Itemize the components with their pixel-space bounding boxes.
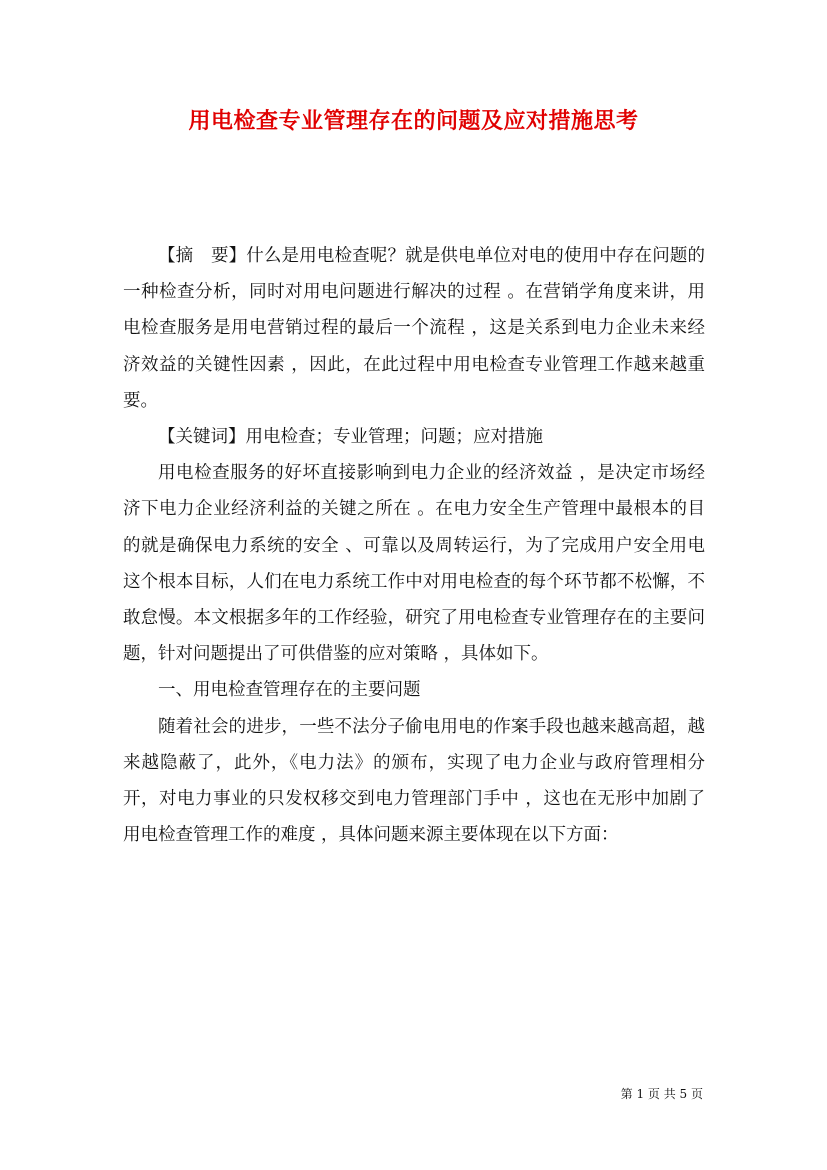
abstract-paragraph: 【摘 要】什么是用电检查呢？就是供电单位对电的使用中存在问题的一种检查分析，同时对用电问题进行解决的过程 。在营销学角度来讲，用电检查服务是用电营销过程的最后一个流程 ，这是关系到电力企业未来经济效益的关键性因素 ，因此，在此过程中用电检查专业管理工作越来越重要。	[123, 246, 705, 411]
section-heading: 一、用电检查管理存在的主要问题	[158, 680, 421, 701]
intro-paragraph: 用电检查服务的好坏直接影响到电力企业的经济效益 ，是决定市场经济下电力企业经济利益的关键之所在 。在电力安全生产管理中最根本的目的就是确保电力系统的安全 、可靠以及周转运行，为了完成用户安全用电这个根本目标，人们在电力系统工作中对用电检查的每个环节都不松懈，不敢怠慢。本文根据多年的工作经验，研究了用电检查专业管理存在的主要问题，针对问题提出了可供借鉴的应对策略 ，具体如下。	[123, 463, 705, 665]
keywords-paragraph: 【关键词】用电检查；专业管理；问题；应对措施	[158, 427, 543, 448]
document-title: 用电检查专业管理存在的问题及应对措施思考	[188, 108, 639, 134]
page-number-footer: 第 1 页 共 5 页	[620, 1087, 703, 1101]
section-paragraph: 随着社会的进步，一些不法分子偷电用电的作案手段也越来越高超，越来越隐蔽了，此外，《电力法》的颁布，实现了电力企业与政府管理相分开，对电力事业的只发权移交到电力管理部门手中 ，这也在无形中加剧了用电检查管理工作的难度 ，具体问题来源主要体现在以下方面：	[123, 716, 705, 846]
document-body	[123, 238, 705, 853]
